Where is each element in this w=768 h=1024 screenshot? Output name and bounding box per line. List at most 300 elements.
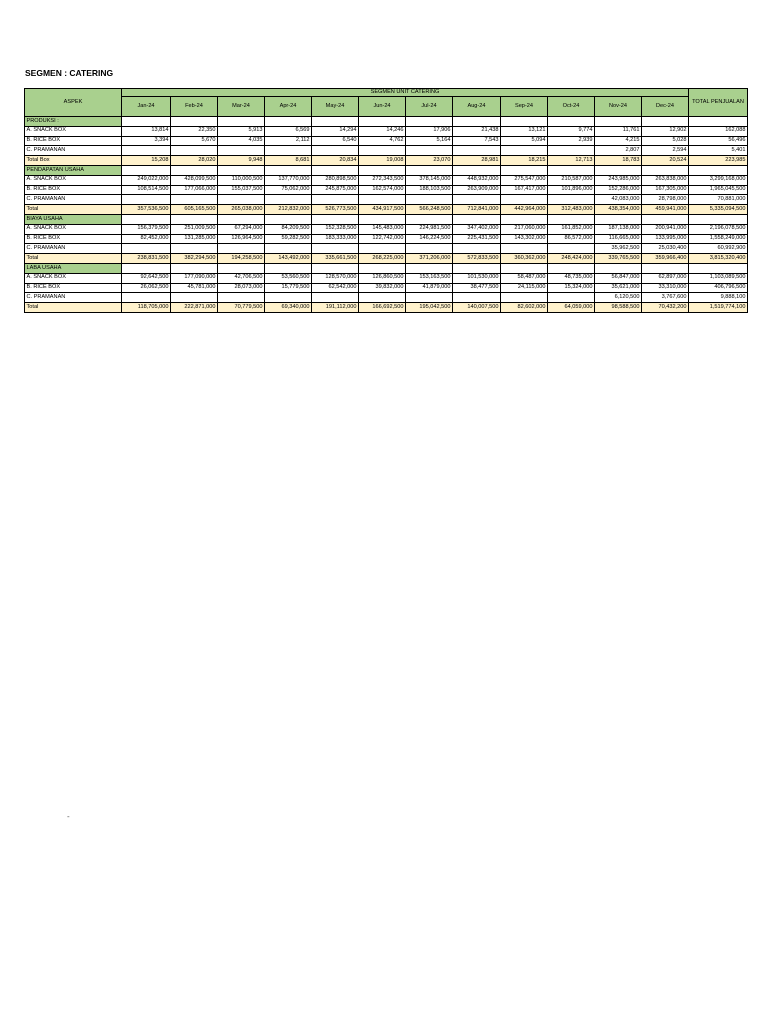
value-cell xyxy=(218,195,265,205)
value-cell: 69,340,000 xyxy=(265,303,312,313)
value-cell xyxy=(359,195,406,205)
value-cell xyxy=(501,293,548,303)
section-header-row xyxy=(25,165,748,175)
value-cell xyxy=(312,146,359,156)
value-cell: 167,305,000 xyxy=(642,185,689,195)
row-label: A. SNACK BOX xyxy=(25,175,122,185)
value-cell: 143,492,000 xyxy=(265,254,312,264)
table-row xyxy=(25,136,748,146)
value-cell: 566,248,500 xyxy=(406,205,453,215)
value-cell: 335,661,500 xyxy=(312,254,359,264)
value-cell: 347,402,000 xyxy=(453,224,501,234)
empty-cell xyxy=(359,263,406,273)
value-cell xyxy=(312,244,359,254)
value-cell xyxy=(122,244,171,254)
value-cell xyxy=(122,195,171,205)
value-cell: 20,524 xyxy=(642,156,689,166)
table-row xyxy=(25,234,748,244)
value-cell: 23,070 xyxy=(406,156,453,166)
value-cell xyxy=(548,146,595,156)
row-total: 406,796,500 xyxy=(689,283,748,293)
empty-cell xyxy=(595,117,642,127)
value-cell: 122,742,000 xyxy=(359,234,406,244)
empty-cell xyxy=(548,117,595,127)
section-header-row xyxy=(25,214,748,224)
value-cell: 146,224,500 xyxy=(406,234,453,244)
header-total-penjualan: TOTAL PENJUALAN xyxy=(689,89,748,117)
value-cell: 526,773,500 xyxy=(312,205,359,215)
value-cell: 9,948 xyxy=(218,156,265,166)
value-cell: 275,547,000 xyxy=(501,175,548,185)
value-cell: 24,115,000 xyxy=(501,283,548,293)
empty-cell xyxy=(453,214,501,224)
value-cell: 18,215 xyxy=(501,156,548,166)
row-total: 162,088 xyxy=(689,126,748,136)
value-cell: 263,909,000 xyxy=(453,185,501,195)
value-cell xyxy=(171,244,218,254)
footer-mark: - xyxy=(67,812,70,821)
value-cell: 140,007,500 xyxy=(453,303,501,313)
value-cell: 15,208 xyxy=(122,156,171,166)
month-header: Aug-24 xyxy=(453,97,501,117)
value-cell: 126,860,500 xyxy=(359,273,406,283)
table-row xyxy=(25,273,748,283)
value-cell xyxy=(359,293,406,303)
empty-cell xyxy=(218,214,265,224)
value-cell: 101,530,000 xyxy=(453,273,501,283)
value-cell: 225,431,500 xyxy=(453,234,501,244)
value-cell xyxy=(265,195,312,205)
empty-cell xyxy=(122,263,171,273)
value-cell xyxy=(265,244,312,254)
value-cell: 128,570,000 xyxy=(312,273,359,283)
value-cell: 268,225,000 xyxy=(359,254,406,264)
value-cell: 428,099,500 xyxy=(171,175,218,185)
row-total: 3,815,320,400 xyxy=(689,254,748,264)
value-cell: 101,896,000 xyxy=(548,185,595,195)
value-cell: 191,112,000 xyxy=(312,303,359,313)
value-cell: 195,042,500 xyxy=(406,303,453,313)
value-cell xyxy=(265,293,312,303)
empty-cell xyxy=(595,165,642,175)
empty-cell xyxy=(265,117,312,127)
empty-cell xyxy=(171,263,218,273)
section-title: LABA USAHA xyxy=(25,263,122,273)
empty-cell xyxy=(548,214,595,224)
month-header: Oct-24 xyxy=(548,97,595,117)
value-cell: 13,814 xyxy=(122,126,171,136)
value-cell: 210,587,000 xyxy=(548,175,595,185)
value-cell: 442,964,000 xyxy=(501,205,548,215)
empty-cell xyxy=(171,214,218,224)
value-cell: 339,765,500 xyxy=(595,254,642,264)
empty-cell xyxy=(406,214,453,224)
row-total: 5,335,094,500 xyxy=(689,205,748,215)
month-header: Feb-24 xyxy=(171,97,218,117)
value-cell: 17,906 xyxy=(406,126,453,136)
row-label: B. RICE BOX xyxy=(25,283,122,293)
value-cell: 70,432,200 xyxy=(642,303,689,313)
month-header: Apr-24 xyxy=(265,97,312,117)
empty-cell xyxy=(642,263,689,273)
value-cell: 7,543 xyxy=(453,136,501,146)
empty-cell xyxy=(689,165,748,175)
row-total: 1,519,774,100 xyxy=(689,303,748,313)
empty-cell xyxy=(218,165,265,175)
value-cell xyxy=(122,146,171,156)
value-cell: 35,962,500 xyxy=(595,244,642,254)
value-cell: 53,560,500 xyxy=(265,273,312,283)
value-cell: 3,394 xyxy=(122,136,171,146)
value-cell xyxy=(312,293,359,303)
value-cell xyxy=(406,244,453,254)
value-cell: 15,324,000 xyxy=(548,283,595,293)
section-title: PENDAPATAN USAHA xyxy=(25,165,122,175)
row-total: 1,965,045,500 xyxy=(689,185,748,195)
value-cell: 137,770,000 xyxy=(265,175,312,185)
value-cell: 156,379,500 xyxy=(122,224,171,234)
value-cell: 8,681 xyxy=(265,156,312,166)
month-header: Jul-24 xyxy=(406,97,453,117)
value-cell: 26,062,500 xyxy=(122,283,171,293)
empty-cell xyxy=(689,214,748,224)
empty-cell xyxy=(501,165,548,175)
empty-cell xyxy=(122,117,171,127)
total-row xyxy=(25,156,748,166)
empty-cell xyxy=(265,214,312,224)
value-cell: 357,536,500 xyxy=(122,205,171,215)
value-cell: 200,941,000 xyxy=(642,224,689,234)
month-header: Sep-24 xyxy=(501,97,548,117)
row-label: C. PRAMANAN xyxy=(25,195,122,205)
value-cell: 6,569 xyxy=(265,126,312,136)
value-cell xyxy=(453,195,501,205)
page-title: SEGMEN : CATERING xyxy=(25,68,114,78)
value-cell: 86,572,000 xyxy=(548,234,595,244)
value-cell xyxy=(548,244,595,254)
value-cell: 13,121 xyxy=(501,126,548,136)
row-total: 2,196,078,500 xyxy=(689,224,748,234)
table-row xyxy=(25,293,748,303)
value-cell: 18,783 xyxy=(595,156,642,166)
row-label: Total xyxy=(25,254,122,264)
section-title: BIAYA USAHA xyxy=(25,214,122,224)
value-cell: 133,995,000 xyxy=(642,234,689,244)
empty-cell xyxy=(642,214,689,224)
value-cell: 161,852,000 xyxy=(548,224,595,234)
value-cell: 64,059,000 xyxy=(548,303,595,313)
empty-cell xyxy=(453,165,501,175)
value-cell xyxy=(406,195,453,205)
empty-cell xyxy=(501,263,548,273)
month-header: Mar-24 xyxy=(218,97,265,117)
value-cell: 378,145,000 xyxy=(406,175,453,185)
value-cell xyxy=(171,146,218,156)
empty-cell xyxy=(548,165,595,175)
value-cell: 56,847,000 xyxy=(595,273,642,283)
value-cell: 21,438 xyxy=(453,126,501,136)
value-cell xyxy=(453,244,501,254)
value-cell: 194,258,500 xyxy=(218,254,265,264)
value-cell: 4,215 xyxy=(595,136,642,146)
empty-cell xyxy=(501,117,548,127)
value-cell: 42,083,000 xyxy=(595,195,642,205)
total-row xyxy=(25,303,748,313)
table-row xyxy=(25,146,748,156)
value-cell: 33,310,000 xyxy=(642,283,689,293)
value-cell: 2,594 xyxy=(642,146,689,156)
empty-cell xyxy=(312,165,359,175)
value-cell: 183,333,000 xyxy=(312,234,359,244)
empty-cell xyxy=(406,263,453,273)
row-total: 3,299,168,000 xyxy=(689,175,748,185)
value-cell: 4,035 xyxy=(218,136,265,146)
value-cell: 41,879,000 xyxy=(406,283,453,293)
value-cell: 434,917,500 xyxy=(359,205,406,215)
empty-cell xyxy=(359,165,406,175)
empty-cell xyxy=(642,165,689,175)
total-row xyxy=(25,254,748,264)
value-cell xyxy=(122,293,171,303)
value-cell: 39,832,000 xyxy=(359,283,406,293)
row-total: 56,496 xyxy=(689,136,748,146)
value-cell: 155,037,500 xyxy=(218,185,265,195)
value-cell: 249,022,000 xyxy=(122,175,171,185)
empty-cell xyxy=(453,263,501,273)
value-cell: 45,781,000 xyxy=(171,283,218,293)
value-cell: 14,246 xyxy=(359,126,406,136)
value-cell: 245,875,000 xyxy=(312,185,359,195)
empty-cell xyxy=(171,165,218,175)
value-cell: 12,713 xyxy=(548,156,595,166)
row-total: 223,985 xyxy=(689,156,748,166)
value-cell: 12,902 xyxy=(642,126,689,136)
value-cell: 382,294,500 xyxy=(171,254,218,264)
empty-cell xyxy=(689,263,748,273)
value-cell: 312,483,000 xyxy=(548,205,595,215)
month-header: Nov-24 xyxy=(595,97,642,117)
value-cell: 28,798,000 xyxy=(642,195,689,205)
table-row xyxy=(25,244,748,254)
empty-cell xyxy=(312,117,359,127)
row-label: B. RICE BOX xyxy=(25,136,122,146)
value-cell: 20,834 xyxy=(312,156,359,166)
row-label: A. SNACK BOX xyxy=(25,273,122,283)
value-cell: 67,294,000 xyxy=(218,224,265,234)
row-total: 1,103,089,500 xyxy=(689,273,748,283)
value-cell xyxy=(312,195,359,205)
value-cell: 82,602,000 xyxy=(501,303,548,313)
table-body xyxy=(25,117,748,313)
table-row xyxy=(25,224,748,234)
value-cell: 572,833,500 xyxy=(453,254,501,264)
value-cell: 28,020 xyxy=(171,156,218,166)
row-total: 5,401 xyxy=(689,146,748,156)
value-cell xyxy=(453,293,501,303)
value-cell: 459,941,000 xyxy=(642,205,689,215)
value-cell: 371,206,000 xyxy=(406,254,453,264)
value-cell: 143,302,000 xyxy=(501,234,548,244)
value-cell xyxy=(406,146,453,156)
value-cell: 438,354,000 xyxy=(595,205,642,215)
catering-table xyxy=(24,88,748,313)
empty-cell xyxy=(501,214,548,224)
row-label: Total xyxy=(25,303,122,313)
value-cell: 177,066,000 xyxy=(171,185,218,195)
row-total: 1,558,249,000 xyxy=(689,234,748,244)
empty-cell xyxy=(265,165,312,175)
row-label: C. PRAMANAN xyxy=(25,293,122,303)
value-cell: 217,060,000 xyxy=(501,224,548,234)
empty-cell xyxy=(359,117,406,127)
value-cell: 3,767,600 xyxy=(642,293,689,303)
row-label: C. PRAMANAN xyxy=(25,244,122,254)
value-cell xyxy=(548,195,595,205)
value-cell: 62,542,000 xyxy=(312,283,359,293)
month-header: May-24 xyxy=(312,97,359,117)
table-row xyxy=(25,175,748,185)
value-cell: 167,417,000 xyxy=(501,185,548,195)
empty-cell xyxy=(359,214,406,224)
value-cell: 82,452,000 xyxy=(122,234,171,244)
empty-cell xyxy=(218,117,265,127)
value-cell: 5,670 xyxy=(171,136,218,146)
value-cell: 605,165,500 xyxy=(171,205,218,215)
value-cell: 2,939 xyxy=(548,136,595,146)
value-cell: 224,981,500 xyxy=(406,224,453,234)
value-cell xyxy=(359,244,406,254)
row-label: B. RICE BOX xyxy=(25,234,122,244)
empty-cell xyxy=(689,117,748,127)
value-cell: 243,985,000 xyxy=(595,175,642,185)
value-cell: 11,761 xyxy=(595,126,642,136)
value-cell xyxy=(501,146,548,156)
value-cell: 59,282,500 xyxy=(265,234,312,244)
value-cell: 280,898,500 xyxy=(312,175,359,185)
value-cell xyxy=(218,244,265,254)
value-cell xyxy=(171,195,218,205)
value-cell: 248,424,000 xyxy=(548,254,595,264)
value-cell: 116,665,000 xyxy=(595,234,642,244)
empty-cell xyxy=(171,117,218,127)
total-row xyxy=(25,205,748,215)
empty-cell xyxy=(406,117,453,127)
row-total: 70,881,000 xyxy=(689,195,748,205)
row-label: Total Box xyxy=(25,156,122,166)
value-cell: 188,103,500 xyxy=(406,185,453,195)
value-cell: 6,540 xyxy=(312,136,359,146)
value-cell: 28,073,000 xyxy=(218,283,265,293)
value-cell: 153,163,500 xyxy=(406,273,453,283)
empty-cell xyxy=(548,263,595,273)
value-cell xyxy=(265,146,312,156)
value-cell: 110,000,500 xyxy=(218,175,265,185)
value-cell: 251,009,500 xyxy=(171,224,218,234)
value-cell: 5,164 xyxy=(406,136,453,146)
value-cell: 70,779,500 xyxy=(218,303,265,313)
value-cell: 35,621,000 xyxy=(595,283,642,293)
value-cell: 4,762 xyxy=(359,136,406,146)
empty-cell xyxy=(406,165,453,175)
empty-cell xyxy=(312,263,359,273)
value-cell: 166,692,500 xyxy=(359,303,406,313)
value-cell xyxy=(218,146,265,156)
month-header: Dec-24 xyxy=(642,97,689,117)
value-cell: 272,343,500 xyxy=(359,175,406,185)
month-header: Jan-24 xyxy=(122,97,171,117)
value-cell: 19,008 xyxy=(359,156,406,166)
value-cell: 187,138,000 xyxy=(595,224,642,234)
value-cell: 98,588,500 xyxy=(595,303,642,313)
value-cell xyxy=(501,244,548,254)
value-cell: 38,477,500 xyxy=(453,283,501,293)
value-cell: 92,642,500 xyxy=(122,273,171,283)
value-cell: 48,735,000 xyxy=(548,273,595,283)
row-label: B. RICE BOX xyxy=(25,185,122,195)
table-row xyxy=(25,185,748,195)
value-cell xyxy=(501,195,548,205)
empty-cell xyxy=(122,214,171,224)
value-cell: 222,871,000 xyxy=(171,303,218,313)
empty-cell xyxy=(122,165,171,175)
section-header-row xyxy=(25,117,748,127)
value-cell: 25,030,400 xyxy=(642,244,689,254)
row-label: Total xyxy=(25,205,122,215)
value-cell: 75,062,000 xyxy=(265,185,312,195)
value-cell: 5,028 xyxy=(642,136,689,146)
value-cell: 6,120,500 xyxy=(595,293,642,303)
value-cell: 5,913 xyxy=(218,126,265,136)
section-title: PRODUKSI : xyxy=(25,117,122,127)
value-cell: 712,841,000 xyxy=(453,205,501,215)
value-cell xyxy=(218,293,265,303)
value-cell xyxy=(171,293,218,303)
header-aspek: ASPEK xyxy=(25,89,122,117)
empty-cell xyxy=(595,214,642,224)
month-header: Jun-24 xyxy=(359,97,406,117)
value-cell xyxy=(359,146,406,156)
row-label: A. SNACK BOX xyxy=(25,224,122,234)
row-label: A. SNACK BOX xyxy=(25,126,122,136)
value-cell: 5,094 xyxy=(501,136,548,146)
value-cell: 118,705,000 xyxy=(122,303,171,313)
value-cell: 2,807 xyxy=(595,146,642,156)
value-cell: 15,779,500 xyxy=(265,283,312,293)
table-row xyxy=(25,126,748,136)
value-cell: 62,897,000 xyxy=(642,273,689,283)
value-cell: 212,832,000 xyxy=(265,205,312,215)
value-cell: 162,574,000 xyxy=(359,185,406,195)
empty-cell xyxy=(312,214,359,224)
section-header-row xyxy=(25,263,748,273)
table-row xyxy=(25,283,748,293)
value-cell: 126,964,500 xyxy=(218,234,265,244)
value-cell: 9,774 xyxy=(548,126,595,136)
value-cell: 22,350 xyxy=(171,126,218,136)
value-cell xyxy=(548,293,595,303)
empty-cell xyxy=(265,263,312,273)
empty-cell xyxy=(595,263,642,273)
value-cell: 263,838,000 xyxy=(642,175,689,185)
value-cell: 14,294 xyxy=(312,126,359,136)
row-total: 9,888,100 xyxy=(689,293,748,303)
value-cell: 152,286,000 xyxy=(595,185,642,195)
empty-cell xyxy=(642,117,689,127)
table-row xyxy=(25,195,748,205)
row-total: 60,992,900 xyxy=(689,244,748,254)
value-cell xyxy=(406,293,453,303)
value-cell: 2,112 xyxy=(265,136,312,146)
